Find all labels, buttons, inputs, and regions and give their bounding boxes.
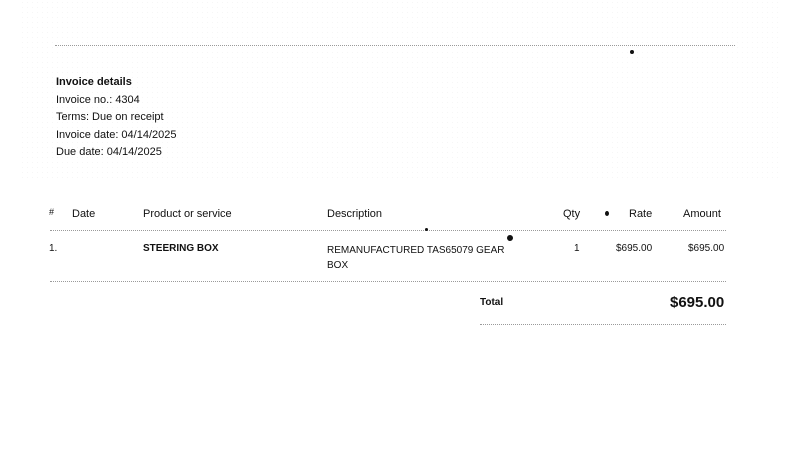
total-divider xyxy=(480,324,726,325)
row-rate: $695.00 xyxy=(616,243,653,254)
header-qty: Qty xyxy=(563,208,581,220)
header-rate: Rate xyxy=(629,208,653,220)
row-amount: $695.00 xyxy=(688,243,725,254)
invoice-details-heading: Invoice details xyxy=(56,76,132,88)
header-description: Description xyxy=(327,208,383,220)
row-qty: 1 xyxy=(574,243,580,254)
top-divider xyxy=(55,45,735,46)
header-divider xyxy=(50,230,726,231)
ink-speck xyxy=(630,50,634,54)
row-description: REMANUFACTURED TAS65079 GEAR BOX xyxy=(327,245,505,271)
invoice-date: Invoice date: 04/14/2025 xyxy=(56,128,177,141)
row-divider xyxy=(50,281,726,282)
row-number: 1. xyxy=(49,243,58,254)
ink-speck xyxy=(425,228,428,231)
invoice-details xyxy=(56,74,176,162)
ink-speck xyxy=(507,235,513,241)
total-value: $695.00 xyxy=(670,294,725,311)
row-product: STEERING BOX xyxy=(143,243,219,254)
invoice-terms: Terms: Due on receipt xyxy=(56,111,164,123)
header-number: # xyxy=(49,207,55,217)
due-date: Due date: 04/14/2025 xyxy=(56,146,162,158)
invoice-number: Invoice no.: 4304 xyxy=(56,93,140,106)
header-amount: Amount xyxy=(683,208,721,220)
header-date: Date xyxy=(72,208,96,220)
ink-speck xyxy=(605,211,609,216)
total-label: Total xyxy=(480,297,504,308)
header-product: Product or service xyxy=(143,208,232,220)
